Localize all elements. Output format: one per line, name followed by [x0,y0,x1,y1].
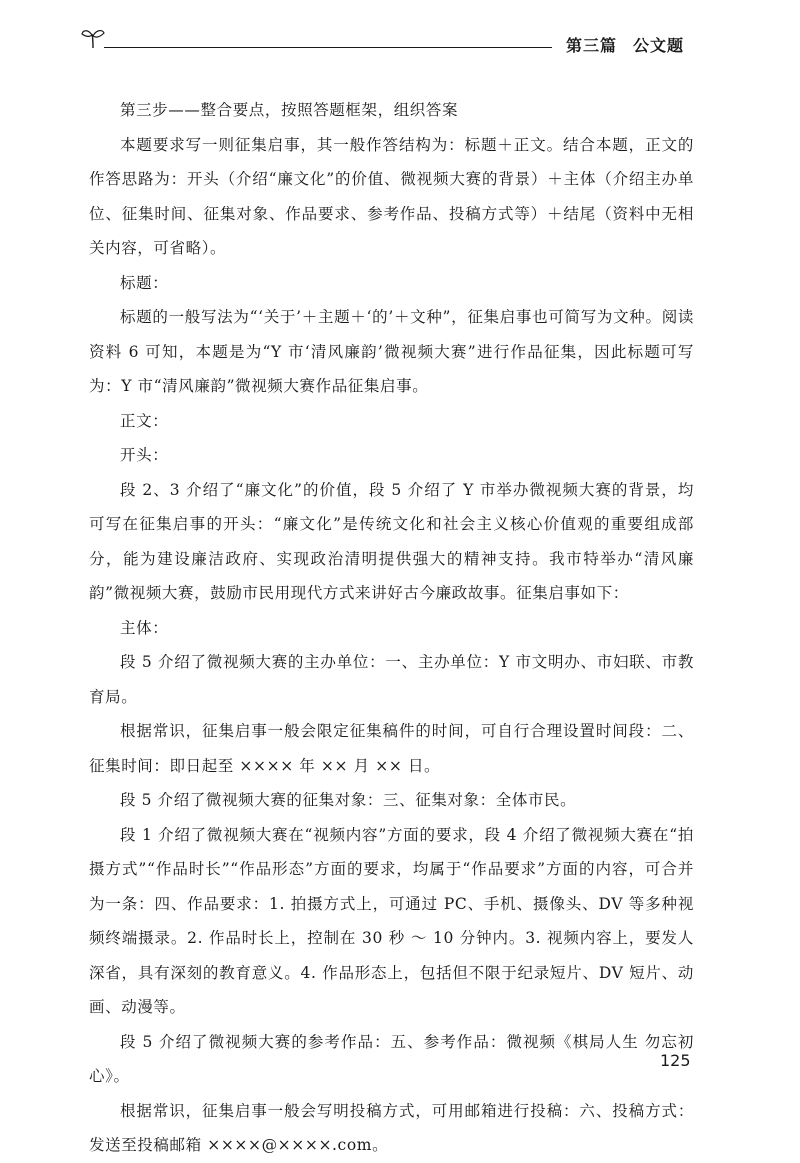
section-label-opening: 开头： [120,446,169,464]
page-body [89,93,694,1163]
header-part: 第三篇 [565,36,617,55]
paragraph: 段 5 介绍了微视频大赛的主办单位：一、主办单位：Y 市文明办、市妇联、市教育局。 [89,653,694,706]
paragraph: 标题的一般写法为“‘关于’＋主题＋‘的’＋文种”，征集启事也可简写为文种。阅读资料 6 可知，本题是为“Y 市‘清风廉韵’微视频大赛”进行作品征集，因此标题可写为：Y 市“清风廉韵”微视频大赛作品征集启事。 [89,308,694,395]
paragraph: 段 5 介绍了微视频大赛的参考作品：五、参考作品：微视频《棋局人生 勿忘初心》。 [89,1032,694,1085]
page-number: 125 [660,1051,691,1070]
paragraph: 根据常识，征集启事一般会限定征集稿件的时间，可自行合理设置时间段：二、征集时间：即日起至 ×××× 年 ×× 月 ×× 日。 [89,722,694,775]
header-rule [104,47,552,48]
paragraph: 本题要求写一则征集启事，其一般作答结构为：标题＋正文。结合本题，正文的作答思路为：开头（介绍“廉文化”的价值、微视频大赛的背景）＋主体（介绍主办单位、征集时间、征集对象、作品要求、参考作品、投稿方式等）＋结尾（资料中无相关内容，可省略）。 [89,135,694,257]
paragraph: 根据常识，征集启事一般会写明投稿方式，可用邮箱进行投稿：六、投稿方式：发送至投稿邮箱 ××××@××××.com。 [89,1101,694,1154]
sprout-leaf-icon [80,26,106,50]
header-title: 公文题 [632,36,684,55]
paragraph: 段 2、3 介绍了“廉文化”的价值，段 5 介绍了 Y 市举办微视频大赛的背景，均可写在征集启事的开头：“廉文化”是传统文化和社会主义核心价值观的重要组成部分，能为建设廉洁政府、实现政治清明提供强大的精神支持。我市特举办“清风廉韵”微视频大赛，鼓励市民用现代方式来讲好古今廉政故事。征集启事如下： [89,480,694,602]
running-header [566,33,684,56]
section-label-body: 正文： [120,411,169,430]
page-header [80,24,720,64]
section-label-main: 主体： [120,618,169,637]
step-heading: 第三步——整合要点，按照答题框架，组织答案 [120,101,459,119]
paragraph: 段 5 介绍了微视频大赛的征集对象：三、征集对象：全体市民。 [120,791,577,809]
paragraph: 段 1 介绍了微视频大赛在“视频内容”方面的要求，段 4 介绍了微视频大赛在“拍摄方式”“作品时长”“作品形态”方面的要求，均属于“作品要求”方面的内容，可合并为一条：四、作品要求：1. 拍摄方式上，可通过 PC、手机、摄像头、DV 等多种视频终端摄录。2. 作品时长上，控制在 30 秒 ～ 10 分钟内。3. 视频内容上，要发人深省，具有深刻的教育意义。4. 作品形态上，包括但不限于纪录短片、DV 短片、动画、动漫等。 [89,825,694,1016]
section-label-title: 标题： [120,273,169,292]
